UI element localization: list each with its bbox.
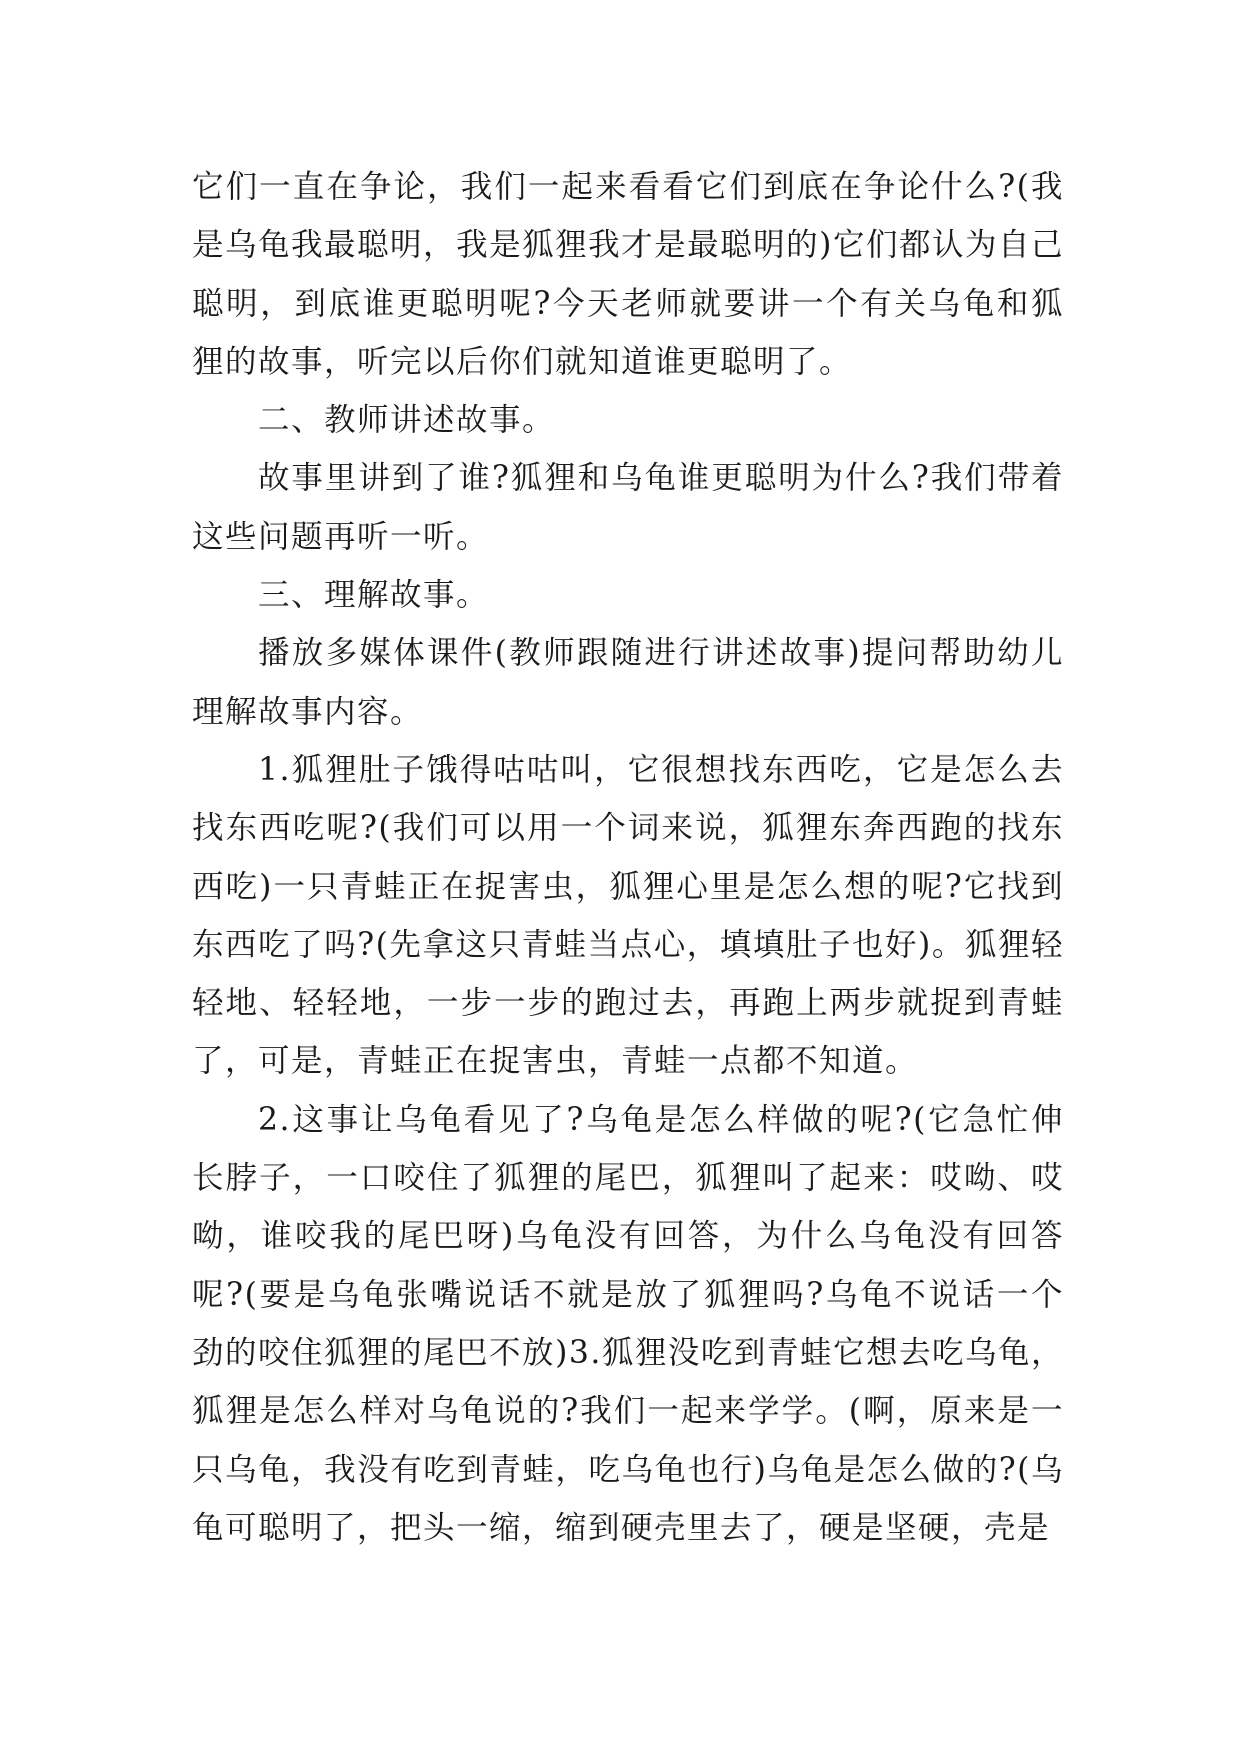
paragraph-step-1: 1.狐狸肚子饿得咕咕叫，它很想找东西吃，它是怎么去找东西吃呢?(我们可以用一个词来说，狐狸东奔西跑的找东西吃)一只青蛙正在捉害虫，狐狸心里是怎么想的呢?它找到东西吃了吗?(先拿这只青蛙当点心，填填肚子也好)。狐狸轻轻地、轻轻地，一步一步的跑过去，再跑上两步就捉到青蛙了，可是，青蛙正在捉害虫，青蛙一点都不知道。 [192,751,1064,1080]
paragraph-story-questions: 故事里讲到了谁?狐狸和乌龟谁更聪明为什么?我们带着这些问题再听一听。 [192,460,1064,555]
paragraph-intro: 它们一直在争论，我们一起来看看它们到底在争论什么?(我是乌龟我最聪明，我是狐狸我才是最聪明的)它们都认为自己聪明，到底谁更聪明呢?今天老师就要讲一个有关乌龟和狐狸的故事，听完以后你们就知道谁更聪明了。 [192,169,1064,380]
section-heading-teacher-tells-story: 二、教师讲述故事。 [258,402,556,439]
document-body [192,158,1064,1557]
section-heading-understand-story: 三、理解故事。 [258,577,490,614]
paragraph-step-2: 2.这事让乌龟看见了?乌龟是怎么样做的呢?(它急忙伸长脖子，一口咬住了狐狸的尾巴，狐狸叫了起来：哎呦、哎呦，谁咬我的尾巴呀)乌龟没有回答，为什么乌龟没有回答呢?(要是乌龟张嘴说话不就是放了狐狸吗?乌龟不说话一个劲的咬住狐狸的尾巴不放)3.狐狸没吃到青蛙它想去吃乌龟，狐狸是怎么样对乌龟说的?我们一起来学学。(啊，原来是一只乌龟，我没有吃到青蛙，吃乌龟也行)乌龟是怎么做的?(乌龟可聪明了，把头一缩，缩到硬壳里去了，硬是坚硬，壳是 [192,1101,1064,1546]
paragraph-multimedia: 播放多媒体课件(教师跟随进行讲述故事)提问帮助幼儿理解故事内容。 [192,635,1064,730]
